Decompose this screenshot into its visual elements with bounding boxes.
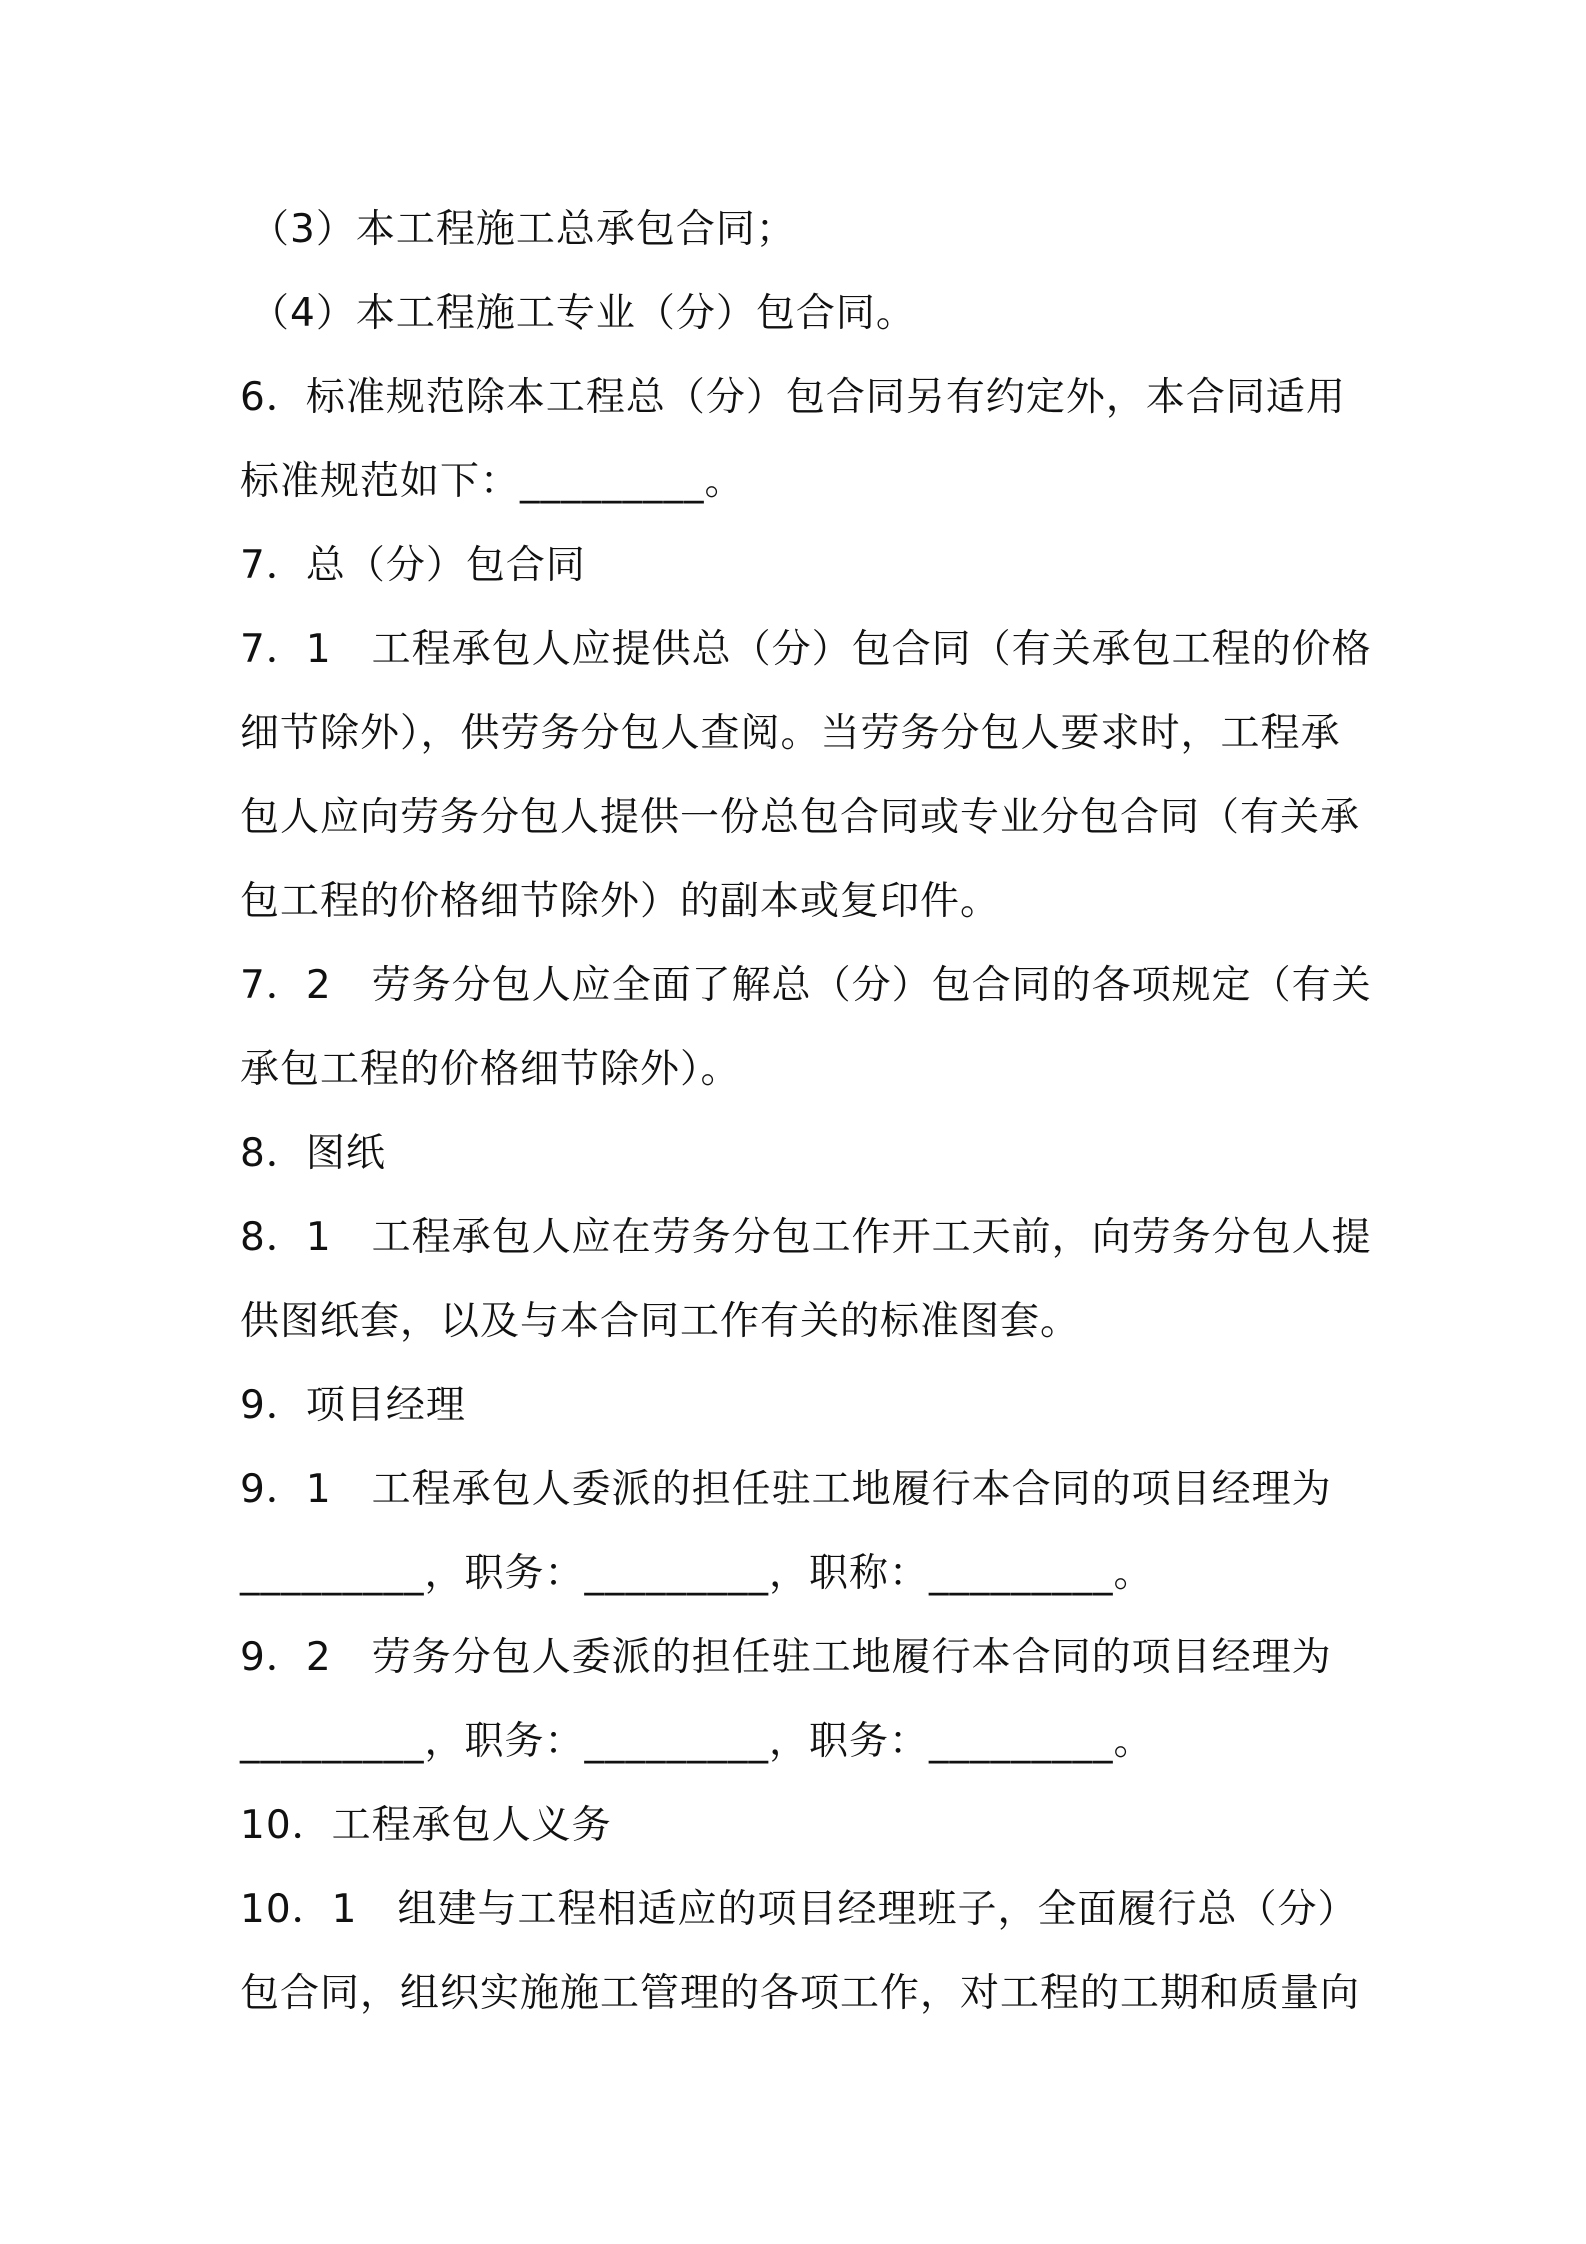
section-8-heading: 8．图纸	[240, 1131, 386, 1176]
clause-10-1-line-1: 10．1 组建与工程相适应的项目经理班子，全面履行总（分）	[240, 1887, 1358, 1932]
clause-10-1-line-2: 包合同，组织实施施工管理的各项工作，对工程的工期和质量向	[240, 1971, 1361, 2016]
clause-7-2-line-1: 7．2 劳务分包人应全面了解总（分）包合同的各项规定（有关	[240, 963, 1372, 1008]
clause-4-text: （4）本工程施工专业（分）包合同。	[250, 291, 916, 336]
clause-7-1-line-4: 包工程的价格细节除外）的副本或复印件。	[240, 879, 1001, 924]
clause-7-1-line-3: 包人应向劳务分包人提供一份总包合同或专业分包合同（有关承	[240, 795, 1361, 840]
clause-8-1-line-2: 供图纸套，以及与本合同工作有关的标准图套。	[240, 1299, 1081, 1344]
clause-9-2-line-2: _________，职务：_________，职务：_________。	[240, 1719, 1154, 1764]
clause-7-1-line-2: 细节除外），供劳务分包人查阅。当劳务分包人要求时，工程承	[240, 711, 1341, 756]
section-7-heading: 7．总（分）包合同	[240, 543, 586, 588]
section-6-line-1: 6．标准规范除本工程总（分）包合同另有约定外，本合同适用	[240, 375, 1346, 420]
clause-9-1-line-2: _________，职务：_________，职称：_________。	[240, 1551, 1154, 1596]
clause-9-1-line-1: 9．1 工程承包人委派的担任驻工地履行本合同的项目经理为	[240, 1467, 1332, 1512]
clause-7-1-line-1: 7．1 工程承包人应提供总（分）包合同（有关承包工程的价格	[240, 627, 1372, 672]
section-10-heading: 10．工程承包人义务	[240, 1803, 612, 1848]
clause-7-2-line-2: 承包工程的价格细节除外）。	[240, 1047, 741, 1092]
clause-8-1-line-1: 8．1 工程承包人应在劳务分包工作开工天前，向劳务分包人提	[240, 1215, 1372, 1260]
clause-9-2-line-1: 9．2 劳务分包人委派的担任驻工地履行本合同的项目经理为	[240, 1635, 1332, 1680]
section-9-heading: 9．项目经理	[240, 1383, 466, 1428]
section-6-line-2: 标准规范如下：_________。	[240, 459, 745, 504]
clause-3-text: （3）本工程施工总承包合同；	[250, 207, 796, 252]
